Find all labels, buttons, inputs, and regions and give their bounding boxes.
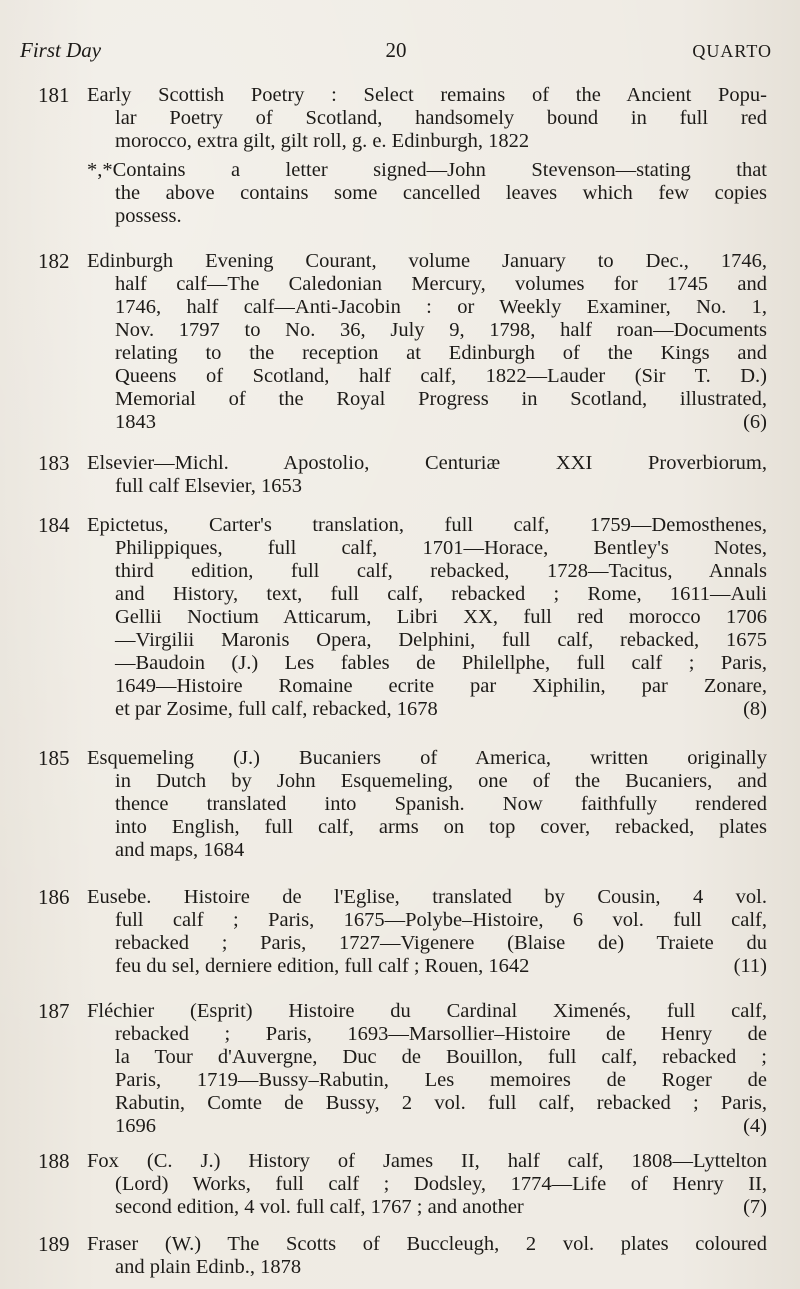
lot-description: [87, 1233, 767, 1279]
lot-description: [87, 84, 767, 228]
lot-line: morocco, extra gilt, gilt roll, g. e. Edinburgh, 1822: [115, 130, 530, 152]
lot-line: Esquemeling (J.) Bucaniers of America, written originally: [87, 747, 767, 769]
lot-number: 189: [38, 1232, 70, 1256]
lot-entry: [0, 1000, 800, 1138]
lot-description: [87, 1150, 767, 1219]
lot-number: 185: [38, 746, 70, 770]
header-format: QUARTO: [692, 41, 772, 61]
lot-line: 1843 (6): [115, 411, 767, 433]
lot-entry: [0, 747, 800, 862]
lot-line: and plain Edinb., 1878: [115, 1256, 302, 1278]
lot-line: and maps, 1684: [115, 839, 245, 861]
lot-entry: [0, 1233, 800, 1279]
lot-number: 181: [38, 83, 70, 107]
lot-number: 186: [38, 885, 70, 909]
lot-line: feu du sel, derniere edition, full calf ; Rouen, 1642 (11): [115, 955, 767, 977]
lot-description: [87, 886, 767, 978]
lot-line: Eusebe. Histoire de l'Eglise, translated by Cousin, 4 vol.: [87, 886, 767, 908]
lot-line: Philippiques, full calf, 1701—Horace, Bentley's Notes,: [115, 537, 767, 559]
lot-line: Rabutin, Comte de Bussy, 2 vol. full calf, rebacked ; Paris,: [115, 1092, 767, 1114]
header-day: First Day: [20, 38, 102, 62]
lot-line: second edition, 4 vol. full calf, 1767 ; and another (7): [115, 1196, 767, 1218]
lot-number: 187: [38, 999, 70, 1023]
lot-line: Fox (C. J.) History of James II, half calf, 1808—Lyttelton: [87, 1150, 767, 1172]
lot-description: [87, 747, 767, 862]
lot-line: —Baudoin (J.) Les fables de Philellphe, full calf ; Paris,: [115, 652, 767, 674]
lot-line: Epictetus, Carter's translation, full calf, 1759—Demosthenes,: [87, 514, 767, 536]
lot-line: Early Scottish Poetry : Select remains of the Ancient Popu-: [87, 84, 767, 106]
lot-line: et par Zosime, full calf, rebacked, 1678 (8): [115, 698, 767, 720]
lot-entry: [0, 452, 800, 498]
lot-number: 183: [38, 451, 70, 475]
running-header: [20, 38, 772, 68]
lot-line: (Lord) Works, full calf ; Dodsley, 1774—Life of Henry II,: [115, 1173, 767, 1195]
lot-entry: [0, 886, 800, 978]
lot-note-line: *,*Contains a letter signed—John Stevenson—stating that: [87, 159, 767, 181]
lot-line: Fraser (W.) The Scotts of Buccleugh, 2 vol. plates coloured: [87, 1233, 767, 1255]
lot-description: [87, 1000, 767, 1138]
lot-description: [87, 514, 767, 721]
lot-line: 1696 (4): [115, 1115, 767, 1137]
lot-entry: [0, 250, 800, 434]
lot-list: [0, 84, 800, 1279]
lot-line: relating to the reception at Edinburgh of the Kings and: [115, 342, 767, 364]
lot-line: Edinburgh Evening Courant, volume January to Dec., 1746,: [87, 250, 767, 272]
lot-number: 184: [38, 513, 70, 537]
lot-line: rebacked ; Paris, 1727—Vigenere (Blaise de) Traiete du: [115, 932, 767, 954]
lot-line: 1649—Histoire Romaine ecrite par Xiphilin, par Zonare,: [115, 675, 767, 697]
lot-line: Gellii Noctium Atticarum, Libri XX, full red morocco 1706: [115, 606, 767, 628]
lot-description: [87, 452, 767, 498]
lot-line: rebacked ; Paris, 1693—Marsollier–Histoire de Henry de: [115, 1023, 767, 1045]
lot-line: —Virgilii Maronis Opera, Delphini, full calf, rebacked, 1675: [115, 629, 767, 651]
lot-entry: [0, 1150, 800, 1219]
lot-item-count: (6): [743, 411, 767, 433]
lot-line: third edition, full calf, rebacked, 1728—Tacitus, Annals: [115, 560, 767, 582]
lot-item-count: (11): [733, 955, 767, 977]
lot-number: 188: [38, 1149, 70, 1173]
lot-item-count: (4): [743, 1115, 767, 1137]
lot-item-count: (7): [743, 1196, 767, 1218]
lot-line: Queens of Scotland, half calf, 1822—Lauder (Sir T. D.): [115, 365, 767, 387]
lot-item-count: (8): [743, 698, 767, 720]
lot-line: Fléchier (Esprit) Histoire du Cardinal Ximenés, full calf,: [87, 1000, 767, 1022]
lot-entry: [0, 514, 800, 721]
lot-line: and History, text, full calf, rebacked ; Rome, 1611—Auli: [115, 583, 767, 605]
lot-line: Memorial of the Royal Progress in Scotland, illustrated,: [115, 388, 767, 410]
lot-entry: [0, 84, 800, 228]
lot-line: thence translated into Spanish. Now faithfully rendered: [115, 793, 767, 815]
lot-line: lar Poetry of Scotland, handsomely bound in full red: [115, 107, 767, 129]
lot-line: Elsevier—Michl. Apostolio, Centuriæ XXI Proverbiorum,: [87, 452, 767, 474]
lot-line: 1746, half calf—Anti-Jacobin : or Weekly Examiner, No. 1,: [115, 296, 767, 318]
lot-description: [87, 250, 767, 434]
lot-line: Nov. 1797 to No. 36, July 9, 1798, half roan—Documents: [115, 319, 767, 341]
page-number: 20: [385, 38, 407, 62]
lot-line: la Tour d'Auvergne, Duc de Bouillon, full calf, rebacked ;: [115, 1046, 767, 1068]
lot-number: 182: [38, 249, 70, 273]
lot-line: in Dutch by John Esquemeling, one of the Bucaniers, and: [115, 770, 767, 792]
lot-line: half calf—The Caledonian Mercury, volumes for 1745 and: [115, 273, 767, 295]
lot-line: full calf ; Paris, 1675—Polybe–Histoire, 6 vol. full calf,: [115, 909, 767, 931]
lot-line: Paris, 1719—Bussy–Rabutin, Les memoires de Roger de: [115, 1069, 767, 1091]
lot-line: full calf Elsevier, 1653: [115, 475, 303, 497]
lot-line: into English, full calf, arms on top cover, rebacked, plates: [115, 816, 767, 838]
lot-note-line: possess.: [115, 205, 182, 227]
lot-note-line: the above contains some cancelled leaves which few copies: [115, 182, 767, 204]
